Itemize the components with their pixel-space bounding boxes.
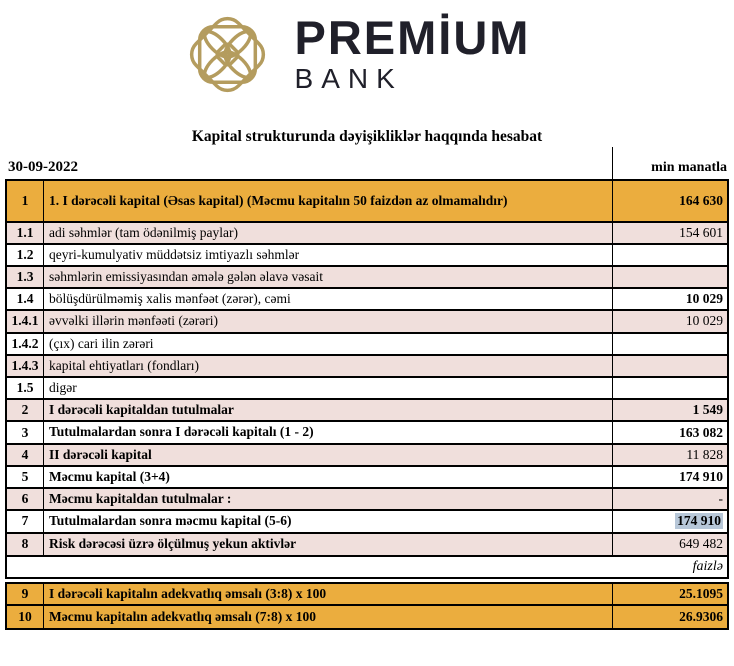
row-value — [613, 400, 727, 420]
table-row — [7, 489, 727, 511]
column-divider — [612, 147, 614, 179]
row-label: Məcmu kapitaldan tutulmalar : — [44, 489, 613, 509]
table-row — [7, 223, 727, 245]
row-value-text: 174 910 — [679, 469, 723, 485]
capital-table — [5, 179, 729, 557]
row-number: 9 — [7, 584, 44, 604]
row-number: 4 — [7, 445, 44, 465]
table-row — [7, 181, 727, 223]
row-value — [613, 584, 727, 604]
row-value-text: - — [718, 491, 723, 507]
brand-subname: BANK — [294, 63, 403, 95]
row-value — [613, 334, 727, 354]
row-value — [613, 289, 727, 309]
row-label: bölüşdürülməmiş xalis mənfəət (zərər), cəmi — [44, 289, 613, 309]
row-label: kapital ehtiyatları (fondları) — [44, 356, 613, 376]
row-value — [613, 445, 727, 465]
row-value — [613, 422, 727, 442]
row-number: 3 — [7, 422, 44, 442]
row-value — [613, 467, 727, 487]
row-number: 8 — [7, 534, 44, 556]
report-date: 30-09-2022 — [8, 159, 78, 175]
row-label: I dərəcəli kapitalın adekvatlıq əmsalı (3:8) x 100 — [44, 584, 613, 604]
table-row — [7, 445, 727, 467]
row-value-text: 25.1095 — [679, 586, 723, 602]
row-value-text: 154 601 — [679, 224, 723, 240]
row-number: 1.3 — [7, 267, 44, 287]
row-value-text: 163 082 — [679, 424, 723, 440]
row-label: əvvəlki illərin mənfəəti (zərəri) — [44, 311, 613, 331]
row-label: Məcmu kapital (3+4) — [44, 467, 613, 487]
row-label: adi səhmlər (tam ödənilmiş paylar) — [44, 223, 613, 243]
row-label: səhmlərin emissiyasından əmələ gələn əlavə vəsait — [44, 267, 613, 287]
row-value — [613, 223, 727, 243]
row-number: 1.4.3 — [7, 356, 44, 376]
adequacy-ratio-table — [5, 582, 729, 630]
row-value — [613, 606, 727, 628]
table-row — [7, 511, 727, 533]
row-value — [613, 378, 727, 398]
row-number: 1.4.2 — [7, 334, 44, 354]
table-row — [7, 422, 727, 444]
table-row — [7, 311, 727, 333]
row-value — [613, 311, 727, 331]
table-row — [7, 584, 727, 606]
row-value-text: 10 029 — [685, 291, 723, 307]
row-value-text: 10 029 — [685, 313, 723, 329]
row-label: Tutulmalardan sonra I dərəcəli kapitalı (1 - 2) — [44, 422, 613, 442]
row-number: 1.1 — [7, 223, 44, 243]
row-label: I dərəcəli kapitaldan tutulmalar — [44, 400, 613, 420]
table-row — [7, 289, 727, 311]
table-row — [7, 245, 727, 267]
row-number: 2 — [7, 400, 44, 420]
row-value — [613, 267, 727, 287]
row-number: 5 — [7, 467, 44, 487]
row-label: Risk dərəcəsi üzrə ölçülmuş yekun aktivlər — [44, 534, 613, 556]
brand-name: PREMİUM — [294, 11, 531, 65]
table-row — [7, 467, 727, 489]
row-value[interactable] — [613, 511, 727, 531]
table-row — [7, 400, 727, 422]
row-value — [613, 356, 727, 376]
table-row — [7, 378, 727, 400]
table-row — [7, 534, 727, 556]
brand-header — [0, 0, 720, 106]
row-value-text: 164 630 — [679, 192, 723, 208]
table-row — [7, 606, 727, 628]
page-title: Kapital strukturunda dəyişikliklər haqqında hesabat — [191, 128, 543, 145]
row-value-text: 26.9306 — [679, 609, 723, 625]
row-label: Tutulmalardan sonra məcmu kapital (5-6) — [44, 511, 613, 531]
brand-wordmark — [294, 11, 531, 95]
row-label: (çıx) cari ilin zərəri — [44, 334, 613, 354]
premium-bank-knot-logo-icon — [176, 3, 279, 106]
subheader — [5, 151, 729, 178]
table-row — [7, 267, 727, 289]
row-number: 1.5 — [7, 378, 44, 398]
row-value — [613, 489, 727, 509]
row-value-text: 649 482 — [679, 536, 723, 552]
row-value — [613, 534, 727, 556]
row-label: qeyri-kumulyativ müddətsiz imtiyazlı səhmlər — [44, 245, 613, 265]
row-value-text: 1 549 — [692, 402, 723, 418]
row-number: 6 — [7, 489, 44, 509]
row-number: 1 — [7, 181, 44, 221]
row-value — [613, 181, 727, 221]
row-label: Məcmu kapitalın adekvatlıq əmsalı (7:8) x 100 — [44, 606, 613, 628]
row-number: 7 — [7, 511, 44, 531]
unit-label: min manatla — [651, 160, 727, 175]
row-label: digər — [44, 378, 613, 398]
table-row — [7, 356, 727, 378]
row-number: 1.2 — [7, 245, 44, 265]
selected-cell-value: 174 910 — [677, 513, 721, 529]
row-number: 1.4.1 — [7, 311, 44, 331]
row-value — [613, 245, 727, 265]
percent-unit-row — [5, 557, 729, 579]
table-row — [7, 334, 727, 356]
row-number: 1.4 — [7, 289, 44, 309]
percent-label: faizlə — [692, 559, 723, 575]
row-number: 10 — [7, 606, 44, 628]
row-label: 1. I dərəcəli kapital (Əsas kapital) (Məcmu kapitalın 50 faizdən az olmamalıdır) — [44, 181, 613, 221]
row-value-text: 11 828 — [686, 446, 723, 462]
row-label: II dərəcəli kapital — [44, 445, 613, 465]
